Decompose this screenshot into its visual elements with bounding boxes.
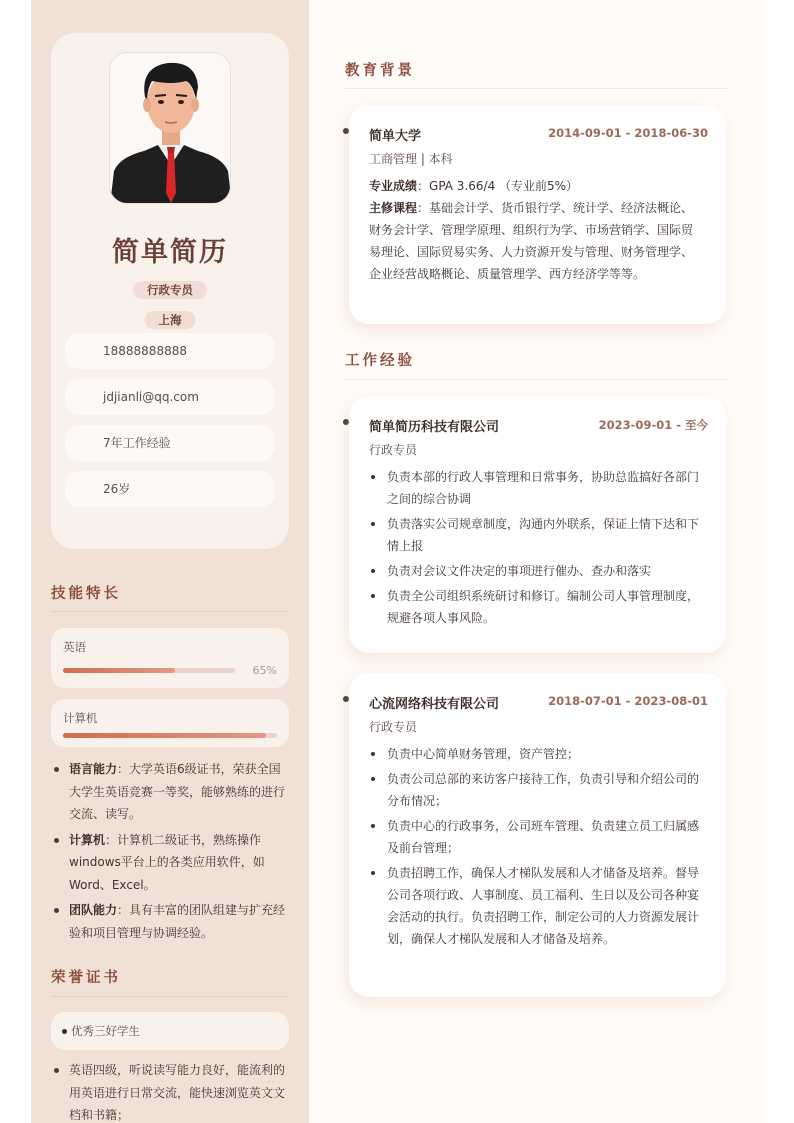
- education-details: [369, 175, 704, 285]
- duty-list: [369, 466, 708, 632]
- experience-pill: [65, 425, 275, 461]
- honor-highlight-card: [51, 1012, 289, 1050]
- skill-bar-fill: [63, 733, 266, 738]
- work-date: 2018-07-01 - 2023-08-01: [548, 694, 708, 708]
- job-tag: 行政专员: [133, 281, 207, 299]
- work-divider: [345, 379, 727, 380]
- work-card-2: [349, 673, 726, 997]
- age-text: 26岁: [103, 482, 131, 496]
- city-tag: 上海: [145, 311, 196, 329]
- school-name: 简单大学: [369, 129, 422, 144]
- education-divider: [345, 88, 727, 89]
- duty-item: 负责公司总部的来访客户接待工作，负责引导和介绍公司的分布情况；: [369, 768, 708, 812]
- avatar: [109, 52, 231, 204]
- skill-percent: 65%: [252, 664, 277, 677]
- education-card: [349, 105, 726, 324]
- honor-item: 英语四级，听说读写能力良好，能流利的用英语进行日常交流，能快速浏览英文文档和书籍；: [51, 1059, 291, 1123]
- duty-item: 负责招聘工作，确保人才梯队发展和人才储备及培养。督导公司各项行政、人事制度、员工福利、生日以及公司各种宴会活动的执行。负责招聘工作，制定公司的人力资源发展计划，确保人才梯队发展和人才储备及培养。: [369, 862, 708, 950]
- skill-bar-track: [63, 733, 277, 738]
- bullet-dot-icon: [62, 1029, 67, 1034]
- page-margin: [764, 0, 794, 1123]
- skill-bar-track: [63, 668, 235, 673]
- company-name: 简单简历科技有限公司: [369, 420, 500, 435]
- phone-text: 18888888888: [103, 344, 187, 358]
- skill-detail-item: 语言能力：大学英语6级证书，荣获全国大学生英语竞赛一等奖，能够熟练的进行交流、读写。: [51, 758, 291, 826]
- education-date: 2014-09-01 - 2018-06-30: [548, 126, 708, 140]
- duty-item: 负责全公司组织系统研讨和修订。编制公司人事管理制度，规避各项人事风险。: [369, 585, 708, 629]
- skill-bar-fill: [63, 668, 175, 673]
- skill-card-english: [51, 628, 289, 688]
- honor-highlight-text: 优秀三好学生: [71, 1024, 140, 1038]
- duty-list: [369, 743, 708, 953]
- education-title: 教育背景: [345, 63, 415, 79]
- skill-name: 计算机: [63, 711, 98, 725]
- sidebar: [31, 0, 309, 1123]
- honors-list: [51, 1059, 291, 1123]
- work-title: 工作经验: [345, 353, 415, 369]
- profile-card: [51, 33, 289, 549]
- skills-title: 技能特长: [51, 586, 121, 602]
- skills-divider: [51, 611, 289, 612]
- duty-item: 负责中心简单财务管理，资产管控；: [369, 743, 708, 765]
- skill-details-list: [51, 758, 291, 947]
- email-pill: [65, 379, 275, 415]
- company-name: 心流网络科技有限公司: [369, 697, 500, 712]
- courses-line: 主修课程：基础会计学、货币银行学、统计学、经济法概论、财务会计学、管理学原理、组织行为学、市场营销学、国际贸易理论、国际贸易实务、人力资源开发与管理、财务管理学、企业经营战略概论、质量管理学、西方经济学等等。: [369, 201, 694, 281]
- skill-card-computer: [51, 699, 289, 747]
- work-date: 2023-09-01 - 至今: [598, 418, 708, 432]
- skill-name: 英语: [63, 640, 86, 654]
- education-header: [369, 125, 708, 143]
- work-header: [369, 693, 708, 711]
- phone-pill: [65, 333, 275, 369]
- candidate-name: 简单简历: [112, 237, 228, 268]
- duty-item: 负责落实公司规章制度，沟通内外联系，保证上情下达和下情上报: [369, 513, 708, 557]
- work-card-1: [349, 396, 726, 653]
- skill-detail-item: 计算机：计算机二级证书，熟练操作windows平台上的各类应用软件，如Word、Excel。: [51, 829, 291, 897]
- work-role: 行政专员: [369, 720, 418, 734]
- gpa-line: 专业成绩：GPA 3.66/4 （专业前5%）: [369, 179, 579, 193]
- experience-text: 7年工作经验: [103, 436, 171, 450]
- age-pill: [65, 471, 275, 507]
- duty-item: 负责对会议文件决定的事项进行催办、查办和落实: [369, 560, 708, 582]
- email-text: jdjianli@qq.com: [103, 390, 199, 404]
- skill-detail-item: 团队能力：具有丰富的团队组建与扩充经验和项目管理与协调经验。: [51, 899, 291, 944]
- major-degree: 工商管理 | 本科: [369, 152, 453, 166]
- honors-title: 荣誉证书: [51, 970, 121, 986]
- avatar-portrait-icon: [110, 53, 231, 204]
- main-content: [309, 0, 764, 1123]
- duty-item: 负责本部的行政人事管理和日常事务，协助总监搞好各部门之间的综合协调: [369, 466, 708, 510]
- honors-divider: [51, 996, 289, 997]
- duty-item: 负责中心的行政事务，公司班车管理、负责建立员工归属感及前台管理；: [369, 815, 708, 859]
- work-header: [369, 416, 708, 434]
- work-role: 行政专员: [369, 443, 418, 457]
